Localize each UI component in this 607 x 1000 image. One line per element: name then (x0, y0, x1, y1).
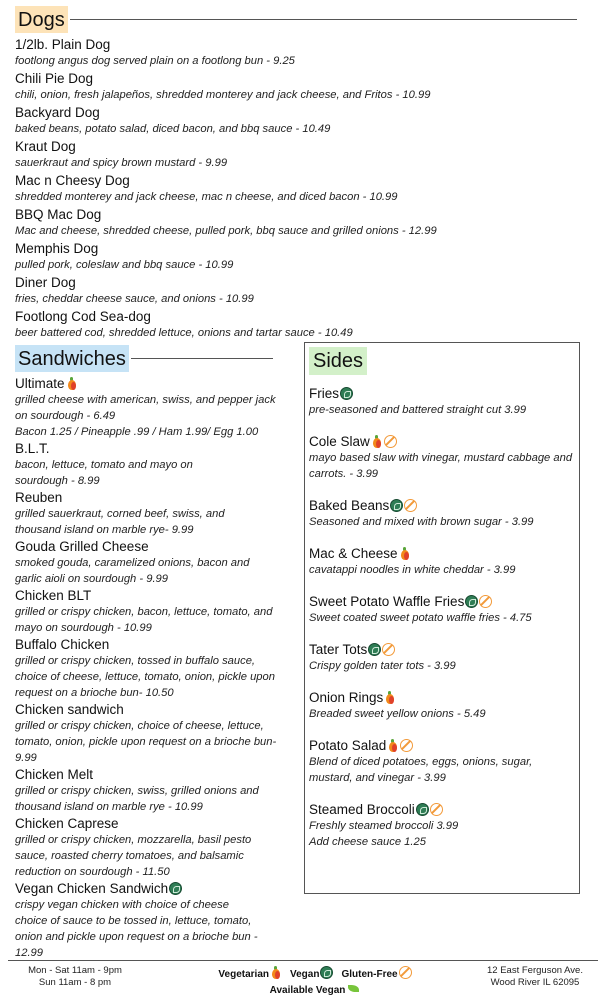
item-name-row (15, 375, 295, 392)
item-name: Reuben (15, 490, 63, 505)
item-name: Chicken BLT (15, 588, 92, 603)
item-description: Freshly steamed broccoli 3.99 (309, 820, 459, 832)
item-name-row (309, 433, 575, 450)
item-description: beer battered cod, shredded lettuce, onions and tartar sauce - 10.49 (15, 327, 353, 339)
hours-weekday: Mon - Sat 11am - 9pm (28, 965, 122, 976)
section-divider (70, 19, 577, 20)
item-description: baked beans, potato salad, diced bacon, and bbq sauce - 10.49 (15, 123, 331, 135)
item-description: grilled or crispy chicken, mozzarella, basil pesto sauce, roasted cherry tomatoes, and balsamic reduction on sourdough - 11.50 (15, 834, 252, 878)
menu-item (15, 138, 577, 171)
legend-row (190, 983, 440, 999)
item-description: chili, onion, fresh jalapeños, shredded monterey and jack cheese, and Fritos - 10.99 (15, 89, 431, 101)
item-name-row (309, 545, 575, 562)
item-name: Gouda Grilled Cheese (15, 539, 149, 554)
item-description: grilled cheese with american, swiss, and pepper jack on sourdough - 6.49 (15, 394, 276, 422)
item-description: grilled or crispy chicken, swiss, grilled onions and thousand island on marble rye - 10.99 (15, 785, 259, 813)
item-description: Mac and cheese, shredded cheese, pulled pork, bbq sauce and grilled onions - 12.99 (15, 225, 437, 237)
menu-item (15, 587, 295, 636)
item-description: pulled pork, coleslaw and bbq sauce - 10.99 (15, 259, 234, 271)
menu-item (15, 880, 295, 961)
item-name: Sweet Potato Waffle Fries (309, 594, 465, 609)
item-addons: Add cheese sauce 1.25 (309, 836, 426, 848)
dogs-list (15, 36, 577, 341)
vegan-icon (368, 643, 381, 656)
menu-item (15, 240, 577, 273)
item-name: Mac & Cheese (309, 546, 398, 561)
vegetarian-icon (399, 547, 411, 560)
vegan-icon (390, 499, 403, 512)
address-city: Wood River IL 62095 (490, 977, 580, 988)
item-name-row (309, 497, 575, 514)
item-description: grilled sauerkraut, corned beef, swiss, and thousand island on marble rye- 9.99 (15, 508, 225, 536)
item-description: pre-seasoned and battered straight cut 3.99 (309, 404, 527, 416)
vegan-icon (416, 803, 429, 816)
menu-item (15, 172, 577, 205)
menu-item (309, 593, 575, 626)
hours-block (0, 965, 150, 989)
hours-sunday: Sun 11am - 8 pm (38, 977, 112, 988)
dogs-section (15, 6, 577, 342)
menu-item (15, 308, 577, 341)
legend-available-vegan-label: Available Vegan (269, 985, 346, 996)
gluten-free-icon (382, 643, 395, 656)
section-divider (131, 358, 273, 359)
address-street: 12 East Ferguson Ave. (487, 965, 583, 976)
item-name: Footlong Cod Sea-dog (15, 309, 151, 324)
item-name: Chicken Melt (15, 767, 94, 782)
item-name-row (15, 880, 295, 897)
legend-gluten-free-label: Gluten-Free (341, 969, 398, 980)
sandwiches-title: Sandwiches (15, 345, 129, 372)
item-name: Potato Salad (309, 738, 387, 753)
menu-item (15, 274, 577, 307)
vegan-icon (465, 595, 478, 608)
item-name: Steamed Broccoli (309, 802, 415, 817)
menu-item (15, 815, 295, 880)
item-description: crispy vegan chicken with choice of cheese choice of sauce to be tossed in, lettuce, tomato, onion and pickle upon request on a brioche bun - 12.99 (15, 899, 258, 959)
item-description: Sweet coated sweet potato waffle fries - 4.75 (309, 612, 532, 624)
item-name: Vegan Chicken Sandwich (15, 881, 169, 896)
sandwiches-list (15, 375, 295, 961)
vegetarian-icon (66, 377, 78, 390)
vegetarian-icon (270, 966, 282, 979)
sides-section (304, 342, 580, 894)
item-name: Backyard Dog (15, 105, 100, 120)
item-description: grilled or crispy chicken, bacon, lettuce, tomato, and mayo on sourdough - 10.99 (15, 606, 273, 634)
menu-item (15, 375, 295, 440)
footer-divider (8, 960, 598, 961)
item-description: grilled or crispy chicken, choice of cheese, lettuce, tomato, onion, pickle upon request on a brioche bun- 9.99 (15, 720, 277, 764)
item-description: Breaded sweet yellow onions - 5.49 (309, 708, 486, 720)
legend-row (190, 966, 440, 983)
item-name-row (309, 593, 575, 610)
menu-item (309, 689, 575, 722)
menu-item (15, 36, 577, 69)
legend-vegetarian-label: Vegetarian (218, 969, 269, 980)
gluten-free-icon (430, 803, 443, 816)
gluten-free-icon (399, 966, 412, 979)
item-name: Kraut Dog (15, 139, 76, 154)
item-name-row (309, 641, 575, 658)
menu-item (15, 206, 577, 239)
sandwiches-section (15, 345, 295, 961)
dietary-legend (190, 966, 440, 999)
menu-item (15, 636, 295, 701)
menu-item (309, 385, 575, 418)
leaf-icon (346, 984, 360, 993)
dogs-header (15, 6, 577, 33)
item-name: Tater Tots (309, 642, 368, 657)
item-name: Onion Rings (309, 690, 384, 705)
item-name-row (309, 801, 575, 818)
item-name: Baked Beans (309, 498, 390, 513)
item-description: grilled or crispy chicken, tossed in buffalo sauce, choice of cheese, lettuce, tomato, onion, pickle upon request on a brioche bun- 10.50 (15, 655, 275, 699)
item-description: sauerkraut and spicy brown mustard - 9.99 (15, 157, 228, 169)
address-block (470, 965, 600, 989)
item-description: fries, cheddar cheese sauce, and onions - 10.99 (15, 293, 254, 305)
gluten-free-icon (404, 499, 417, 512)
menu-item (15, 70, 577, 103)
item-addons: Bacon 1.25 / Pineapple .99 / Ham 1.99/ Egg 1.00 (15, 426, 259, 438)
menu-item (309, 433, 575, 482)
item-description: cavatappi noodles in white cheddar - 3.99 (309, 564, 516, 576)
item-name: Cole Slaw (309, 434, 370, 449)
menu-item (15, 766, 295, 815)
dogs-title: Dogs (15, 6, 68, 33)
item-name-row (309, 385, 575, 402)
item-name-row (309, 737, 575, 754)
item-description: shredded monterey and jack cheese, mac n cheese, and diced bacon - 10.99 (15, 191, 398, 203)
item-description: smoked gouda, caramelized onions, bacon and garlic aioli on sourdough - 9.99 (15, 557, 250, 585)
item-name: 1/2lb. Plain Dog (15, 37, 111, 52)
item-description: bacon, lettuce, tomato and mayo on sourdough - 8.99 (15, 459, 193, 487)
item-name: Chili Pie Dog (15, 71, 94, 86)
item-name: Memphis Dog (15, 241, 99, 256)
vegan-icon (340, 387, 353, 400)
menu-item (15, 538, 295, 587)
item-name: Chicken Caprese (15, 816, 119, 831)
menu-item (309, 801, 575, 850)
item-name: B.L.T. (15, 441, 50, 456)
vegan-icon (169, 882, 182, 895)
item-description: footlong angus dog served plain on a footlong bun - 9.25 (15, 55, 295, 67)
gluten-free-icon (479, 595, 492, 608)
sandwiches-header (15, 345, 295, 372)
item-description: Seasoned and mixed with brown sugar - 3.99 (309, 516, 534, 528)
menu-item (15, 701, 295, 766)
menu-item (309, 737, 575, 786)
item-description: mayo based slaw with vinegar, mustard cabbage and carrots. - 3.99 (309, 452, 573, 480)
item-name: Mac n Cheesy Dog (15, 173, 130, 188)
legend-vegan-label: Vegan (290, 969, 320, 980)
item-name: Chicken sandwich (15, 702, 124, 717)
menu-item (309, 641, 575, 674)
item-description: Blend of diced potatoes, eggs, onions, sugar, mustard, and vinegar - 3.99 (309, 756, 533, 784)
vegan-icon (320, 966, 333, 979)
item-name: Fries (309, 386, 339, 401)
item-name: BBQ Mac Dog (15, 207, 102, 222)
menu-item (309, 497, 575, 530)
item-name: Buffalo Chicken (15, 637, 110, 652)
sides-title: Sides (309, 347, 367, 375)
sides-list (309, 385, 575, 850)
item-description: Crispy golden tater tots - 3.99 (309, 660, 456, 672)
item-name-row (309, 689, 575, 706)
gluten-free-icon (400, 739, 413, 752)
gluten-free-icon (384, 435, 397, 448)
item-name: Ultimate (15, 376, 65, 391)
menu-item (15, 489, 295, 538)
menu-item (309, 545, 575, 578)
vegetarian-icon (387, 739, 399, 752)
menu-item (15, 440, 295, 489)
vegetarian-icon (371, 435, 383, 448)
menu-item (15, 104, 577, 137)
item-name: Diner Dog (15, 275, 76, 290)
vegetarian-icon (384, 691, 396, 704)
